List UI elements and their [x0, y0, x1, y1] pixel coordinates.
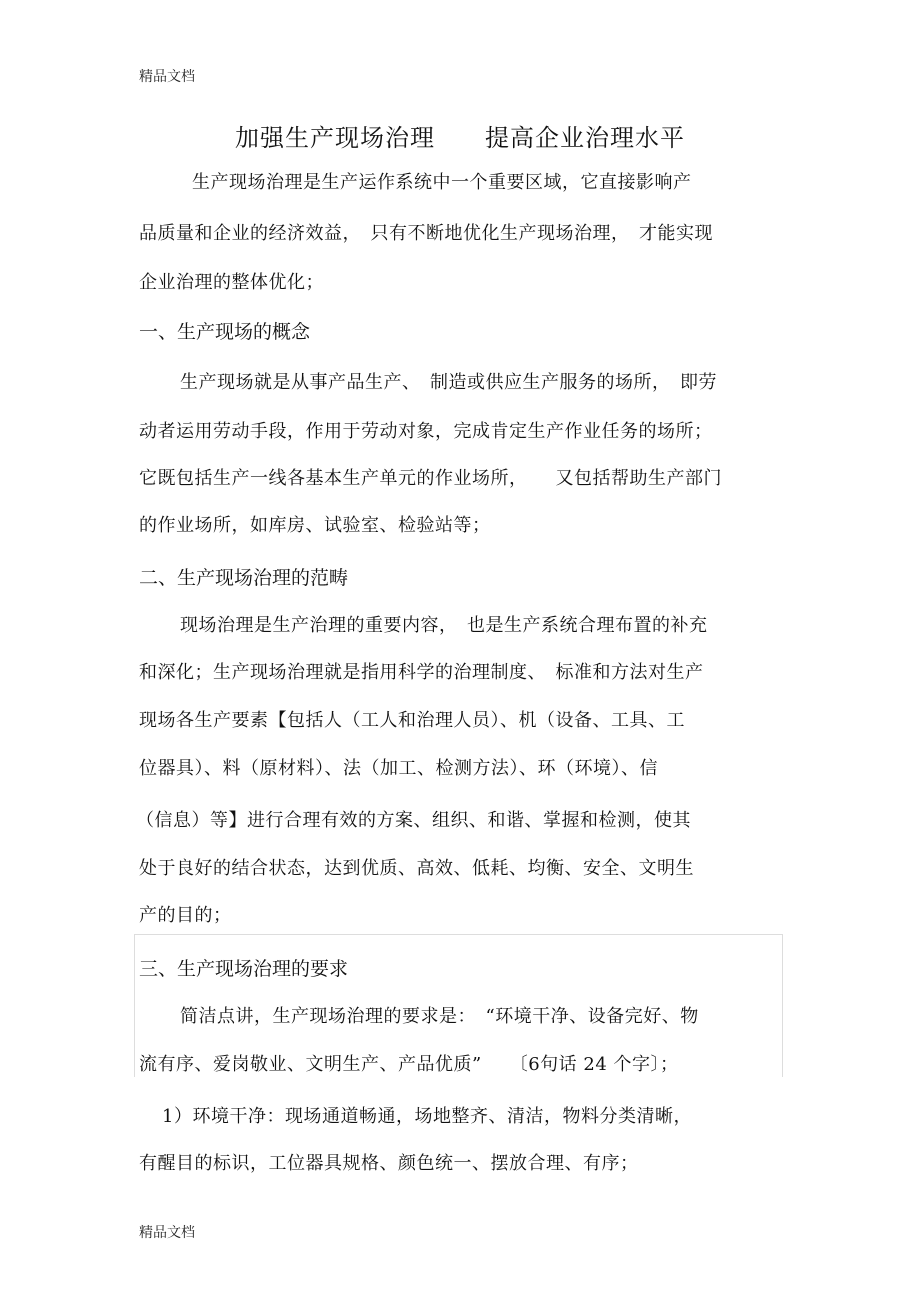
section-1-line-2: 动者运用劳动手段，作用于劳动对象，完成肯定生产作业任务的场所； [139, 421, 713, 442]
item-1-line-1: 1）环境干净：现场通道畅通，场地整齐、清洁，物料分类清晰， [162, 1106, 692, 1127]
section-3-heading: 三、生产现场治理的要求 [139, 958, 349, 980]
section-2-heading: 二、生产现场治理的范畴 [139, 567, 349, 589]
page-footer: 精品文档 [139, 1225, 195, 1241]
section-1-line-4: 的作业场所，如库房、试验室、检验站等； [139, 515, 491, 536]
section-2-line-3: 现场各生产要素【包括人（工人和治理人员）、机（设备、工具、工 [139, 710, 685, 731]
section-3-line-2: 流有序、爱岗敬业、文明生产、产品优质” 〔6句话 24 个字〕； [139, 1054, 679, 1075]
section-2-line-6: 处于良好的结合状态，达到优质、高效、低耗、均衡、安全、文明生 [139, 858, 694, 879]
section-3-line-1: 简洁点讲，生产现场治理的要求是： “环境干净、设备完好、物 [180, 1006, 699, 1027]
intro-line-3: 企业治理的整体优化； [139, 272, 324, 293]
section-2-line-1: 现场治理是生产治理的重要内容， 也是生产系统合理布置的补充 [180, 615, 708, 636]
item-1-line-2: 有醒目的标识，工位器具规格、颜色统一、摆放合理、有序； [139, 1153, 639, 1174]
section-2-line-2: 和深化；生产现场治理就是指用科学的治理制度、 标准和方法对生产 [139, 662, 704, 683]
section-1-line-3: 它既包括生产一线各基本生产单元的作业场所， 又包括帮助生产部门 [139, 468, 722, 489]
section-2-line-5: （信息）等】进行合理有效的方案、组织、和谐、掌握和检测，使其 [136, 810, 691, 831]
intro-line-2: 品质量和企业的经济效益， 只有不断地优化生产现场治理， 才能实现 [139, 223, 713, 244]
section-1-line-1: 生产现场就是从事产品生产、 制造或供应生产服务的场所， 即劳 [180, 372, 717, 393]
section-1-heading: 一、生产现场的概念 [139, 321, 311, 343]
section-2-line-7: 产的目的； [139, 905, 232, 926]
section-2-line-4: 位器具）、料（原材料）、法（加工、检测方法）、环（环境）、信 [139, 758, 658, 779]
intro-line-1: 生产现场治理是生产运作系统中一个重要区域，它直接影响产 [192, 172, 692, 193]
page-header: 精品文档 [139, 69, 195, 85]
document-title: 加强生产现场治理 提高企业治理水平 [235, 124, 685, 152]
